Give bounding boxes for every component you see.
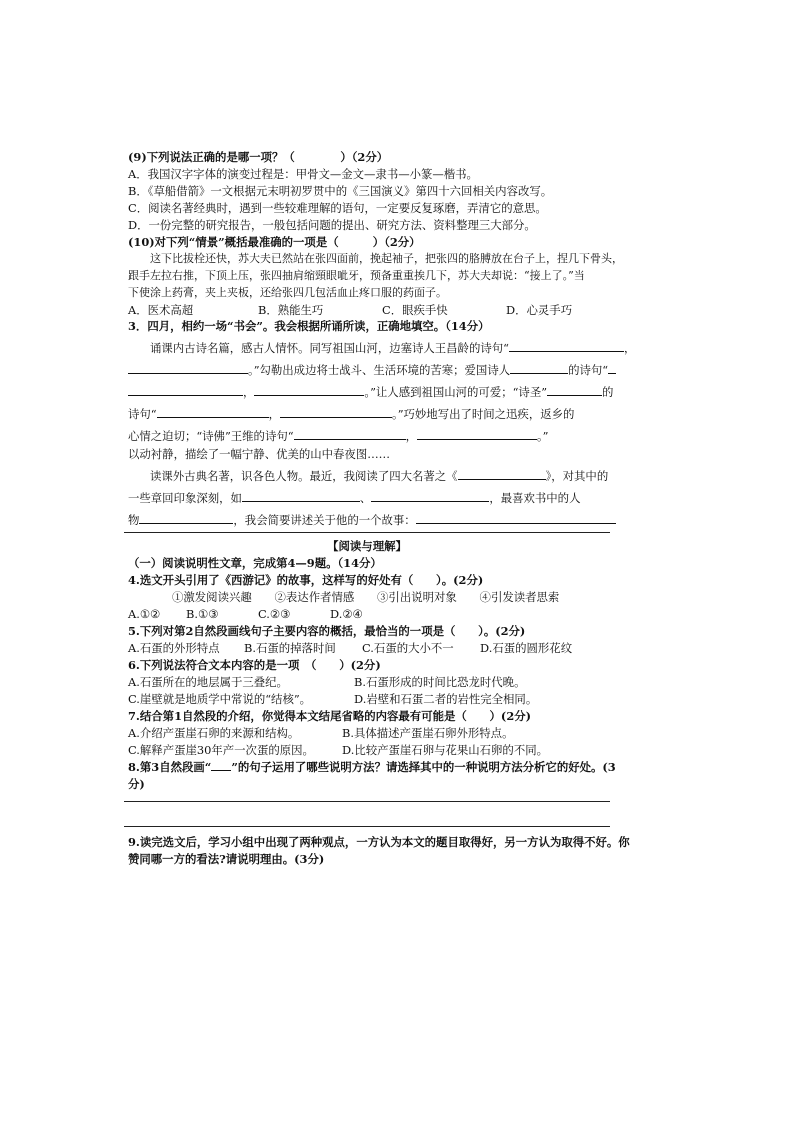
q8-text: 8.第3自然段画“	[128, 760, 212, 774]
q3-text: ，最喜欢书中的人	[489, 491, 581, 505]
q8-stem	[128, 759, 616, 775]
q3-text: ，	[268, 407, 281, 421]
q10-option-a: A．医术高超	[128, 303, 194, 317]
q8-text: ”的句子运用了哪些说明方法？请选择其中的一种说明方法分析它的好处。(3	[231, 760, 616, 774]
q3-text: 的	[602, 385, 614, 399]
q6-option-a: A.石蛋所在的地层属于三叠纪。	[128, 675, 288, 689]
q3-text: 心情之迫切；“诗佛”王维的诗句“	[128, 429, 294, 443]
fill-blank[interactable]	[608, 362, 616, 374]
q10-passage-line: 下使涂上药膏，夹上夹板，还给张四几包活血止疼口服的药面子。	[128, 286, 447, 299]
fill-blank[interactable]	[157, 406, 269, 418]
answer-line[interactable]	[124, 532, 610, 533]
fill-blank[interactable]	[417, 428, 537, 440]
q3-line	[128, 428, 548, 444]
fill-blank[interactable]	[128, 384, 243, 396]
fill-blank[interactable]	[416, 512, 616, 524]
q3-text: 物	[128, 513, 140, 527]
section-title: 【阅读与理解】	[327, 539, 407, 553]
section-subtitle: （一）阅读说明性文章，完成第4—9题。（14分）	[128, 556, 382, 570]
q3-stem: 3．四月，相约一场“书会”。我会根据所诵所读，正确地填空。（14分）	[128, 319, 490, 333]
fill-blank[interactable]	[294, 428, 406, 440]
q3-text: 。”巧妙地写出了时间之迅疾，返乡的	[392, 407, 575, 421]
q4-option-d: D.②④	[330, 607, 363, 621]
q9-open-stem: 9.读完选文后，学习小组中出现了两种观点，一方认为本文的题目取得好，另一方认为取得不好。你	[128, 835, 630, 849]
q3-line	[128, 384, 613, 400]
q8-stem-end: 分)	[128, 777, 145, 791]
q3-text: 、	[359, 491, 372, 505]
q7-option-a: A.介绍产蛋崖石卵的来源和结构。	[128, 726, 300, 740]
q3-text: ，	[243, 385, 255, 399]
q4-option-a: A.①②	[128, 607, 161, 621]
q9-option-a: A．我国汉字字体的演变过程是：甲骨文—金文—隶书—小篆—楷书。	[128, 167, 478, 181]
q10-option-d: D．心灵手巧	[506, 303, 573, 317]
q3-text: ，	[405, 429, 417, 443]
q5-option-d: D.石蛋的圆形花纹	[480, 641, 573, 655]
fill-blank[interactable]	[211, 759, 231, 771]
q9-stem: (9)下列说法正确的是哪一项？（ ）（2分）	[128, 150, 389, 164]
q3-text: 。”让人感到祖国山河的可爱；“诗圣”	[364, 385, 548, 399]
fill-blank[interactable]	[371, 490, 489, 502]
q3-text: 读课外古典名著，识各色人物。最近，我阅读了四大名著之《	[150, 469, 458, 483]
q6-option-b: B.石蛋形成的时间比恐龙时代晚。	[354, 675, 526, 689]
fill-blank[interactable]	[510, 362, 568, 374]
fill-blank[interactable]	[547, 384, 602, 396]
q10-option-b: B．熟能生巧	[258, 303, 324, 317]
q10-option-c: C．眼疾手快	[382, 303, 448, 317]
answer-line[interactable]	[124, 826, 610, 827]
q3-text: ，我会简要讲述关于他的一个故事：	[233, 513, 416, 527]
q5-stem: 5.下列对第2自然段画线句子主要内容的概括，最恰当的一项是（ ）。(2分)	[128, 624, 526, 638]
q3-line	[150, 468, 608, 484]
q6-stem: 6.下列说法符合文本内容的是一项 （ ）(2分)	[128, 658, 381, 672]
q7-option-b: B.具体描述产蛋崖石卵外形特点。	[342, 726, 514, 740]
q3-text: 诗句“	[128, 407, 157, 421]
q10-passage-line: 这下比拔栓还快，苏大夫已然站在张四面前，挽起袖子，把张四的胳膊放在台子上，捏几下骨头，	[150, 252, 623, 265]
q3-text: 。”	[536, 429, 549, 443]
q3-text: 》，对其中的	[545, 469, 609, 483]
q4-option-b: B.①③	[186, 607, 219, 621]
fill-blank[interactable]	[242, 490, 360, 502]
q5-option-b: B.石蛋的掉落时间	[244, 641, 336, 655]
q3-text: 的诗句“	[568, 363, 609, 377]
q3-text: 。”勾勒出成边将士战斗、生活环境的苦寒；爱国诗人	[248, 363, 511, 377]
q10-passage-line: 跟手左拉右推，下顶上压，张四抽肩缩頸眼呲牙，预备重重挨几下，苏大夫却说：“接上了。”当	[128, 269, 585, 282]
q7-option-c: C.解释产蛋崖30年产一次蛋的原因。	[128, 743, 314, 757]
q5-option-c: C.石蛋的大小不一	[362, 641, 454, 655]
q3-line	[128, 362, 616, 378]
q3-line	[128, 490, 580, 506]
q4-option-c: C.②③	[258, 607, 291, 621]
q9-option-d: D．一份完整的研究报告，一般包括问题的提出、研究方法、资料整理三大部分。	[128, 218, 536, 232]
q3-line: 以动衬静，描绘了一幅宁静、优美的山中春夜图……	[128, 447, 390, 461]
answer-line[interactable]	[124, 801, 610, 802]
q9-option-b: B．《草船借箭》一文根据元末明初罗贯中的《三国演义》第四十六回相关内容改写。	[128, 184, 553, 198]
q6-option-d: D.岩壁和石蛋二者的岩性完全相同。	[354, 692, 538, 706]
q7-option-d: D.比较产蛋崖石卵与花果山石卵的不同。	[342, 743, 548, 757]
q3-line: 诵课内古诗名篇，感古人情怀。同写祖国山河，边塞诗人王昌龄的诗句“ ，	[150, 341, 636, 355]
fill-blank[interactable]	[280, 406, 392, 418]
q3-text: 诵课内古诗名篇，感古人情怀。同写祖国山河，边塞诗人王昌龄的诗句“	[150, 341, 509, 355]
q3-text: 一些章回印象深刻，如	[128, 491, 242, 505]
q10-stem: (10)对下列“情景”概括最准确的一项是（ ）（2分）	[128, 235, 421, 249]
fill-blank[interactable]	[509, 340, 624, 352]
fill-blank[interactable]	[458, 468, 546, 480]
q4-stem: 4.选文开头引用了《西游记》的故事，这样写的好处有（ ）。(2分)	[128, 573, 484, 587]
q3-line	[128, 512, 616, 528]
fill-blank[interactable]	[139, 512, 233, 524]
q9-open-stem-end: 赞同哪一方的看法?请说明理由。(3分)	[128, 852, 325, 866]
q4-items: ①激发阅读兴趣 ②表达作者情感 ③引出说明对象 ④引发读者思索	[172, 590, 560, 604]
q9-option-c: C．阅读名著经典时，遇到一些较难理解的语句，一定要反复琢磨，弄清它的意思。	[128, 201, 547, 215]
q7-stem: 7.结合第1自然段的介绍，你觉得本文结尾省略的内容最有可能是（ ）(2分)	[128, 709, 532, 723]
q6-option-c: C.崖壁就是地质学中常说的“结核”。	[128, 692, 312, 706]
q3-line	[128, 406, 574, 422]
q5-option-a: A.石蛋的外形特点	[128, 641, 220, 655]
fill-blank[interactable]	[128, 362, 248, 374]
fill-blank[interactable]	[254, 384, 364, 396]
